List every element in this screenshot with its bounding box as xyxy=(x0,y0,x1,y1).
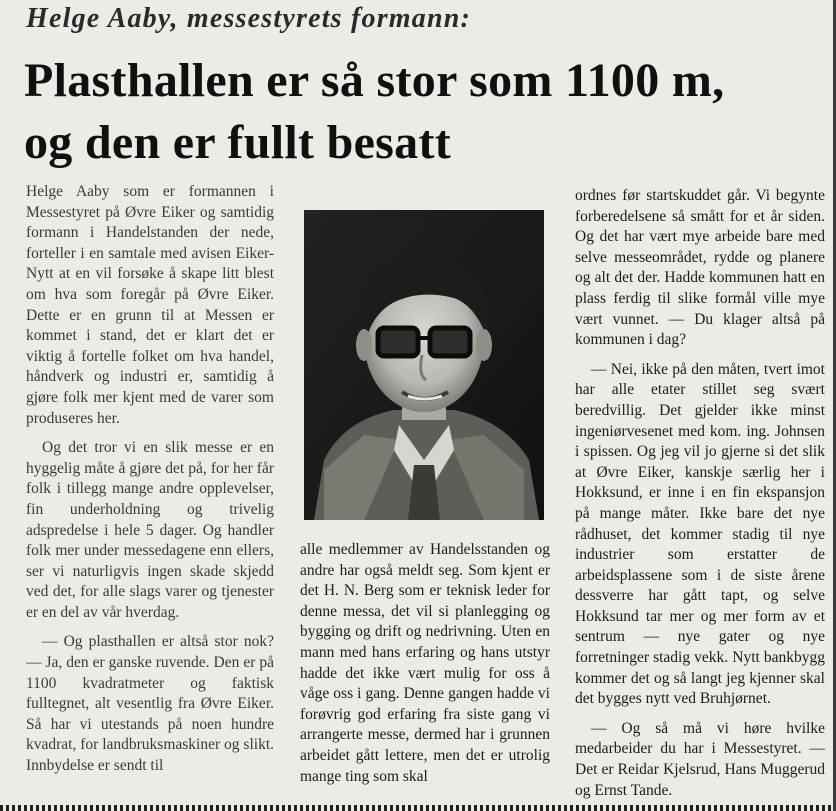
column-1 xyxy=(26,182,274,807)
paragraph: — Nei, ikke på den måten, tvert imot har alle etater stillet seg svært beredvillig. Det gjelder ikke minst ingeniørvesenet med kom. ing. Johnsen i spissen. Og jeg vil jo gjerne si det slik at Øvre Eiker, kanskje særlig her i Hokksund, er inne i en fin ekspansjon på mange måter. Ikke bare det nye rådhuset, det kommer stadig til nye industrier som erstatter de arbeidsplassene som i de siste årene dessverre har gått tapt, og selve Hokksund tar mer og mer form av et sentrum — nye gater og nye forretninger stadig vekk. Nytt bankbygg kommer det og så langt jeg kjenner skal det bygges nytt ved Bruhjørnet. xyxy=(575,360,825,708)
paragraph: ordnes før startskuddet går. Vi begynte forberedelsene så smått for et år siden. Og det har vært mye arbeide bare med selve messeområdet, rydde og planere og alt det der. Hadde kommunen hatt en plass ferdig til slike formål ville mye vært vunnet. — Du klager altså på kommunen i dag? xyxy=(575,187,825,349)
portrait-photo xyxy=(304,210,544,520)
headline-line-2: og den er fullt besatt xyxy=(24,116,452,169)
byline: Helge Aaby, messestyrets formann: xyxy=(26,3,472,34)
paragraph: Helge Aaby som er formannen i Messestyret på Øvre Eiker og samtidig formann i Handelstanden der nede, forteller i en samtale med avisen Eiker-Nytt at en vil forsøke å skape litt blest om hva som foregår på Øvre Eiker. Dette er en grunn til at Messen er kommet i stand, det er klart det er viktig å fortelle folket om hva handel, håndverk og industri er, samtidig å gjøre folk mer kjent med de varer som produseres her. xyxy=(26,183,274,427)
paragraph: Og det tror vi en slik messe er en hyggelig måte å gjøre det på, for her får folk i tillegg mange andre opplevelser, fin underholdning og trivelig adspredelse i hele 5 dager. Og handler folk mer under messedagene enn ellers, ser vi naturligvis ingen skade skjedd ved det, for alle slags varer og tjenester er en del av vår hverdag. xyxy=(26,439,274,621)
headline-line-1: Plasthallen er så stor som 1100 m, xyxy=(24,54,725,107)
column-3 xyxy=(575,186,825,806)
bottom-border xyxy=(0,805,836,811)
paragraph: — Og plasthallen er altså stor nok? — Ja, den er ganske ruvende. Den er på 1100 kvadratmeter og faktisk fulltegnet, alt vesentlig fra Øvre Eiker. Så har vi utestands på noen hundre kvadrat, for landbruksmaskiner og slikt. Innbydelse er sendt til xyxy=(26,633,274,775)
column-2 xyxy=(300,540,550,808)
portrait-image xyxy=(304,210,544,520)
paragraph: alle medlemmer av Handelsstanden og andre har også meldt seg. Som kjent er det H. N. Berg som er teknisk leder for denne messa, det vil si planlegging og bygging og drift og nedrivning. Uten en mann med hans erfaring og hans utstyr hadde det ikke vært mulig for oss å våge oss i gang. Denne gangen hadde vi forøvrig god erfaring fra siste gang vi arrangerte messe, dermed har i grunnen arbeidet gått lettere, men det er utrolig mange ting som skal xyxy=(300,541,550,785)
paragraph: — Og så må vi høre hvilke medarbeider du har i Messestyret. — Det er Reidar Kjelsrud, Hans Muggerud og Ernst Tande. xyxy=(575,719,825,799)
